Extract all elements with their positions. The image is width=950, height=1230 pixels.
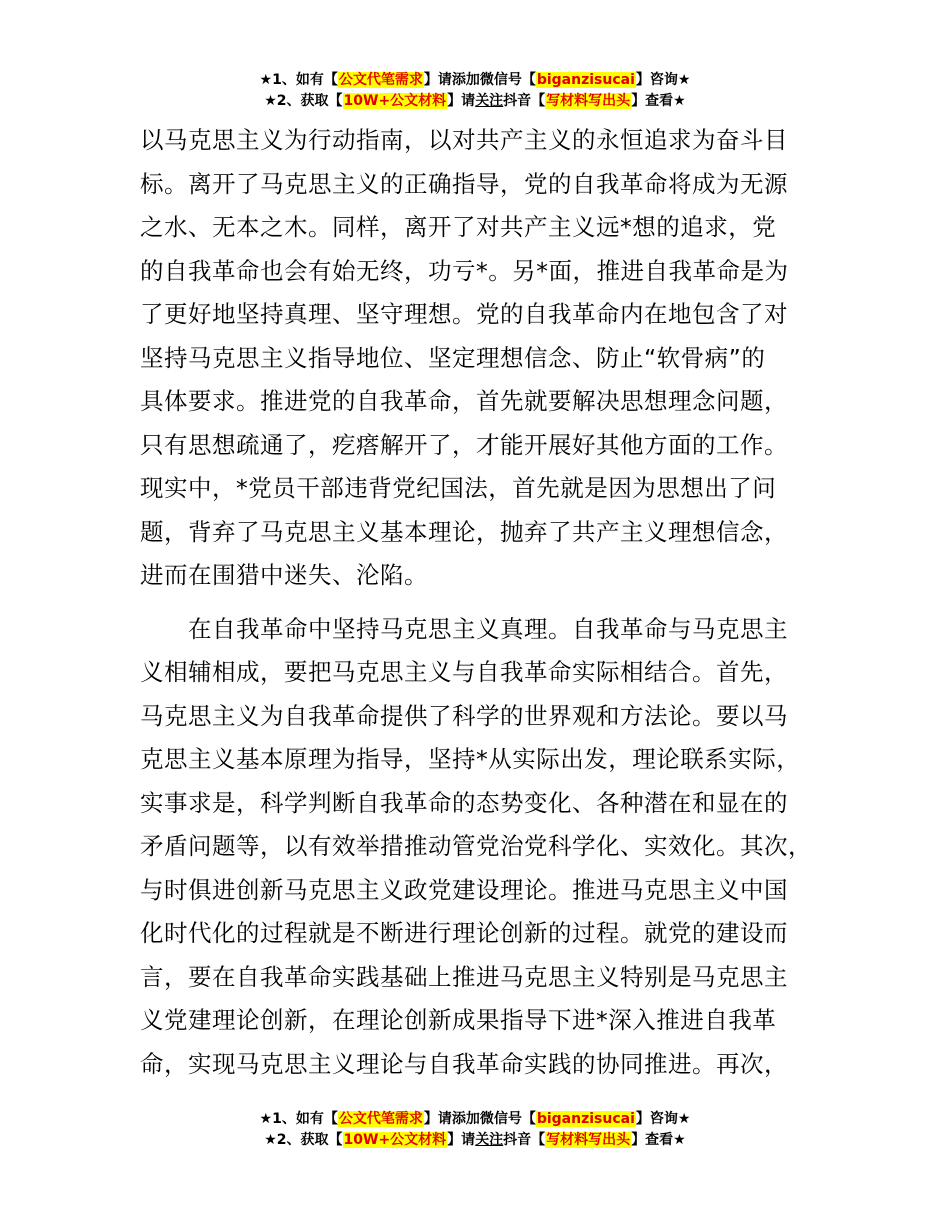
text-line: 标。离开了马克思主义的正确指导，党的自我革命将成为无源 [140, 169, 788, 198]
text-line: 矛盾问题等，以有效举措推动管党治党科学化、实效化。其次， [140, 832, 812, 860]
banner-text: ★2、获取【 [264, 93, 343, 109]
banner-highlight: 公文代笔需求 [338, 1111, 423, 1127]
text-line: 克思主义基本原理为指导，坚持*从实际出发，理论联系实际， [140, 745, 801, 773]
banner-text: 添加 [451, 1111, 480, 1127]
banner-text: 抖音【 [503, 93, 546, 109]
banner-text: 】请 [447, 93, 476, 109]
banner-line-1 [0, 1109, 950, 1130]
paragraph [140, 608, 840, 1087]
text-line: 之水、无本之木。同样，离开了对共产主义远*想的追求，党 [140, 213, 777, 241]
banner-text: 添加 [451, 72, 480, 88]
text-line: 了更好地坚持真理、坚守理想。党的自我革命内在地包含了对 [140, 300, 788, 328]
text-line: 言，要在自我革命实践基础上推进马克思主义特别是马克思主 [140, 962, 788, 991]
text-line: 坚持马克思主义指导地位、坚定理想信念、防止“软骨病”的 [140, 343, 766, 372]
banner-highlight: 10W+公文材料 [343, 93, 447, 109]
banner-text: ★2、获取【 [264, 1132, 343, 1148]
text-line: 进而在围猎中迷失、沦陷。 [140, 561, 428, 589]
text-line: 化时代化的过程就是不断进行理论创新的过程。就党的建设而 [140, 919, 788, 947]
text-line: 题，背弃了马克思主义基本理论，抛弃了共产主义理想信念， [140, 517, 788, 546]
banner-text: 】查看★ [631, 1132, 686, 1148]
banner-text: 微信号【 [479, 1111, 536, 1127]
banner-text: ★1、如有【 [259, 1111, 338, 1127]
text-line: 义相辅相成，要把马克思主义与自我革命实际相结合。首先， [140, 658, 788, 686]
text-line: 实事求是，科学判断自我革命的态势变化、各种潜在和显在的 [140, 788, 788, 817]
banner-highlight: 写材料写出头 [546, 93, 631, 109]
banner-highlight: 10W+公文材料 [343, 1132, 447, 1148]
banner-text: ★1、如有【 [259, 72, 338, 88]
banner-text: 】请 [447, 1132, 476, 1148]
header-banner [0, 70, 950, 112]
text-line: 与时俱进创新马克思主义政党建设理论。推进马克思主义中国 [140, 875, 788, 904]
banner-text: 】咨询★ [635, 72, 691, 88]
text-line: 以马克思主义为行动指南，以对共产主义的永恒追求为奋斗目 [140, 126, 788, 154]
banner-text: 】请 [423, 72, 452, 88]
text-line: 在自我革命中坚持马克思主义真理。自我革命与马克思主 [188, 614, 788, 643]
banner-text: 微信号【 [479, 72, 536, 88]
footer-banner [0, 1109, 950, 1151]
text-line: 命，实现马克思主义理论与自我革命实践的协同推进。再次， [140, 1049, 788, 1078]
text-line: 现实中，*党员干部违背党纪国法，首先就是因为思想出了问 [140, 474, 777, 502]
text-line: 的自我革命也会有始无终，功亏*。另*面，推进自我革命是为 [140, 256, 789, 285]
banner-highlight: biganzisucai [536, 1111, 635, 1127]
banner-text: 】咨询★ [635, 1111, 691, 1127]
banner-line-1 [0, 70, 950, 91]
paragraph-gap [140, 598, 840, 608]
banner-line-2 [0, 1130, 950, 1151]
banner-text: 抖音【 [503, 1132, 546, 1148]
banner-highlight: biganzisucai [536, 72, 635, 88]
text-line: 只有思想疏通了，疙瘩解开了，才能开展好其他方面的工作。 [140, 430, 788, 459]
banner-text: 】请 [423, 1111, 452, 1127]
paragraph [140, 119, 840, 598]
banner-line-2 [0, 91, 950, 112]
document-body [140, 119, 840, 1086]
text-line: 义党建理论创新，在理论创新成果指导下进*深入推进自我革 [140, 1006, 777, 1034]
text-line: 马克思主义为自我革命提供了科学的世界观和方法论。要以马 [140, 701, 788, 730]
banner-text: 关注 [475, 1132, 504, 1148]
banner-text: 关注 [475, 93, 504, 109]
banner-highlight: 写材料写出头 [546, 1132, 631, 1148]
banner-text: 】查看★ [631, 93, 686, 109]
banner-highlight: 公文代笔需求 [338, 72, 423, 88]
text-line: 具体要求。推进党的自我革命，首先就要解决思想理念问题， [140, 387, 788, 415]
